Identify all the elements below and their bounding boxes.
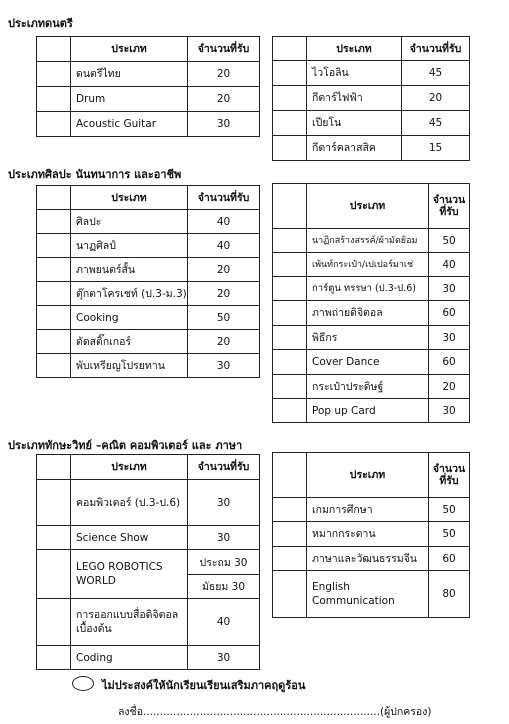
activity-name: Drum [71,87,188,112]
table-row [37,210,260,234]
select-checkbox[interactable] [273,301,307,326]
activity-name: ภาษาและวัฒนธรรมจีน [307,547,429,571]
table-row [273,111,470,136]
activity-name [71,599,188,646]
activity-capacity: 30 [429,326,470,350]
activity-capacity: 60 [429,301,470,326]
select-checkbox[interactable] [273,375,307,399]
select-checkbox[interactable] [37,354,71,378]
column-header-checkbox [273,184,307,229]
activity-name: Cover Dance [307,350,429,375]
english-line-1: English [312,581,350,593]
activity-capacity: 50 [429,498,470,522]
activity-name: ดนตรีไทย [71,62,188,87]
column-header-capacity: จำนวนที่รับ [188,186,260,210]
activity-capacity: 50 [429,229,470,253]
activity-name: นาฏศิลป์ [71,234,188,258]
activity-capacity: 30 [188,526,260,550]
activity-capacity: 20 [188,330,260,354]
table-row [273,61,470,86]
select-checkbox[interactable] [273,547,307,571]
activity-name: พับเหรียญโปรยทาน [71,354,188,378]
activity-name: ตัดสติ๊กเกอร์ [71,330,188,354]
activity-capacity: 20 [188,282,260,306]
select-checkbox[interactable] [273,277,307,301]
select-checkbox[interactable] [37,234,71,258]
column-header-type: ประเภท [307,453,429,498]
activity-name: นาฏิกสร้างสรรค์/ผ้ามัดย้อม [307,229,429,253]
activity-name: เปียโน [307,111,402,136]
table-row [273,399,470,423]
activity-name: Acoustic Guitar [71,112,188,137]
activity-capacity: 40 [188,234,260,258]
activity-name: ศิลปะ [71,210,188,234]
select-checkbox[interactable] [37,330,71,354]
table-row [37,282,260,306]
select-checkbox[interactable] [37,646,71,670]
activity-name: ตุ๊กตาโครเชท์ (ป.3-ม.3) [71,282,188,306]
arts-table-left [36,185,260,378]
table-row [273,522,470,547]
select-checkbox[interactable] [37,599,71,646]
activity-capacity: 30 [188,112,260,137]
table-row [273,136,470,161]
select-checkbox[interactable] [37,282,71,306]
activity-name: Pop up Card [307,399,429,423]
activity-capacity: 20 [429,375,470,399]
table-row [273,301,470,326]
column-header-checkbox [37,37,71,62]
table-row [37,112,260,137]
activity-name: กีตาร์ไฟฟ้า [307,86,402,111]
capacity-line-1: จำนวน [432,463,466,475]
activity-name: คอมพิวเตอร์ (ป.3-ป.6) [71,480,188,526]
lego-line-2: WORLD [76,575,116,587]
select-checkbox[interactable] [37,112,71,137]
section-title-science: ประเภททักษะวิทย์ –คณิต คอมพิวเตอร์ และ ภาษา [8,439,243,452]
select-checkbox[interactable] [37,550,71,599]
select-checkbox[interactable] [273,399,307,423]
table-row [37,87,260,112]
science-table-left [36,454,260,670]
activity-capacity: 45 [402,61,470,86]
table-row [37,330,260,354]
select-checkbox[interactable] [273,571,307,618]
activity-capacity: 20 [188,62,260,87]
column-header-checkbox [273,453,307,498]
activity-capacity-secondary: มัธยม 30 [188,575,260,599]
activity-capacity: 50 [188,306,260,330]
activity-name: กีตาร์คลาสสิค [307,136,402,161]
english-line-2: Communication [312,595,395,607]
table-row [273,571,470,618]
select-checkbox[interactable] [273,522,307,547]
column-header-checkbox [37,186,71,210]
capacity-line-1: จำนวน [432,194,466,206]
activity-name [71,550,188,599]
table-row [37,646,260,670]
table-row [37,258,260,282]
table-row [37,550,260,575]
activity-name: ภาพยนตร์สั้น [71,258,188,282]
column-header-capacity [429,453,470,498]
table-row [37,354,260,378]
activity-name: หมากกระดาน [307,522,429,547]
activity-capacity: 40 [188,599,260,646]
select-checkbox[interactable] [273,326,307,350]
select-checkbox[interactable] [37,306,71,330]
table-row [273,86,470,111]
activity-capacity: 40 [188,210,260,234]
select-checkbox[interactable] [273,61,307,86]
activity-name: การ์ตูน ทรรษา (ป.3-ป.6) [307,277,429,301]
column-header-checkbox [273,37,307,61]
activity-name: เกมการศึกษา [307,498,429,522]
activity-name: ภาพถ่ายดิจิตอล [307,301,429,326]
opt-out-radio[interactable] [72,676,94,691]
activity-capacity: 30 [188,354,260,378]
activity-name: กระเป๋าประดิษฐ์ [307,375,429,399]
table-row [37,599,260,646]
science-table-right [272,452,470,618]
table-row [273,326,470,350]
column-header-type: ประเภท [71,186,188,210]
activity-capacity: 60 [429,547,470,571]
table-row [273,229,470,253]
signature-line[interactable]: ลงชื่อ.......................................................................(ผู้ปกครอง) [118,706,432,718]
table-row [273,547,470,571]
select-checkbox[interactable] [37,62,71,87]
activity-capacity: 30 [188,480,260,526]
column-header-capacity: จำนวนที่รับ [402,37,470,61]
column-header-capacity: จำนวนที่รับ [188,455,260,480]
column-header-type: ประเภท [307,184,429,229]
column-header-capacity: จำนวนที่รับ [188,37,260,62]
select-checkbox[interactable] [273,86,307,111]
music-table-right [272,36,470,161]
music-table-left [36,36,260,137]
activity-capacity: 40 [429,253,470,277]
activity-capacity: 45 [402,111,470,136]
select-checkbox[interactable] [37,526,71,550]
arts-table-right [272,183,470,423]
table-row [273,350,470,375]
activity-capacity: 20 [188,87,260,112]
select-checkbox[interactable] [37,87,71,112]
select-checkbox[interactable] [273,136,307,161]
column-header-type: ประเภท [71,455,188,480]
table-row [273,253,470,277]
activity-capacity: 30 [188,646,260,670]
select-checkbox[interactable] [273,111,307,136]
activity-capacity: 20 [188,258,260,282]
activity-name [307,571,429,618]
activity-capacity: 20 [402,86,470,111]
activity-name: ไวโอลิน [307,61,402,86]
select-checkbox[interactable] [273,253,307,277]
table-row [37,62,260,87]
table-row [273,498,470,522]
select-checkbox[interactable] [37,480,71,526]
activity-name: Cooking [71,306,188,330]
activity-name: เพ้นท์กระเป๋า/เปเปอร์มาเช่ [307,253,429,277]
activity-name: Coding [71,646,188,670]
capacity-line-2: ที่รับ [439,206,459,218]
activity-capacity: 30 [429,277,470,301]
activity-capacity: 30 [429,399,470,423]
section-title-music: ประเภทดนตรี [8,17,73,30]
digital-line-2: เบื้องต้น [76,623,112,635]
column-header-checkbox [37,455,71,480]
capacity-line-2: ที่รับ [439,475,459,487]
select-checkbox[interactable] [37,258,71,282]
digital-line-1: การออกแบบสื่อดิจิตอล [76,609,179,621]
activity-capacity: 15 [402,136,470,161]
column-header-type: ประเภท [71,37,188,62]
activity-capacity: 60 [429,350,470,375]
select-checkbox[interactable] [273,229,307,253]
lego-line-1: LEGO ROBOTICS [76,561,163,573]
select-checkbox[interactable] [273,498,307,522]
column-header-capacity [429,184,470,229]
column-header-type: ประเภท [307,37,402,61]
select-checkbox[interactable] [273,350,307,375]
activity-capacity: 80 [429,571,470,618]
activity-capacity: 50 [429,522,470,547]
table-row [273,277,470,301]
table-row [37,306,260,330]
table-row [37,526,260,550]
table-row [37,234,260,258]
select-checkbox[interactable] [37,210,71,234]
section-title-arts: ประเภทศิลปะ นันทนาการ และอาชีพ [8,168,182,181]
table-row [37,480,260,526]
table-row [273,375,470,399]
opt-out-label: ไม่ประสงค์ให้นักเรียนเรียนเสริมภาคฤดูร้อน [102,679,306,692]
activity-name: พิธีกร [307,326,429,350]
activity-capacity-primary: ประถม 30 [188,550,260,575]
activity-name: Science Show [71,526,188,550]
